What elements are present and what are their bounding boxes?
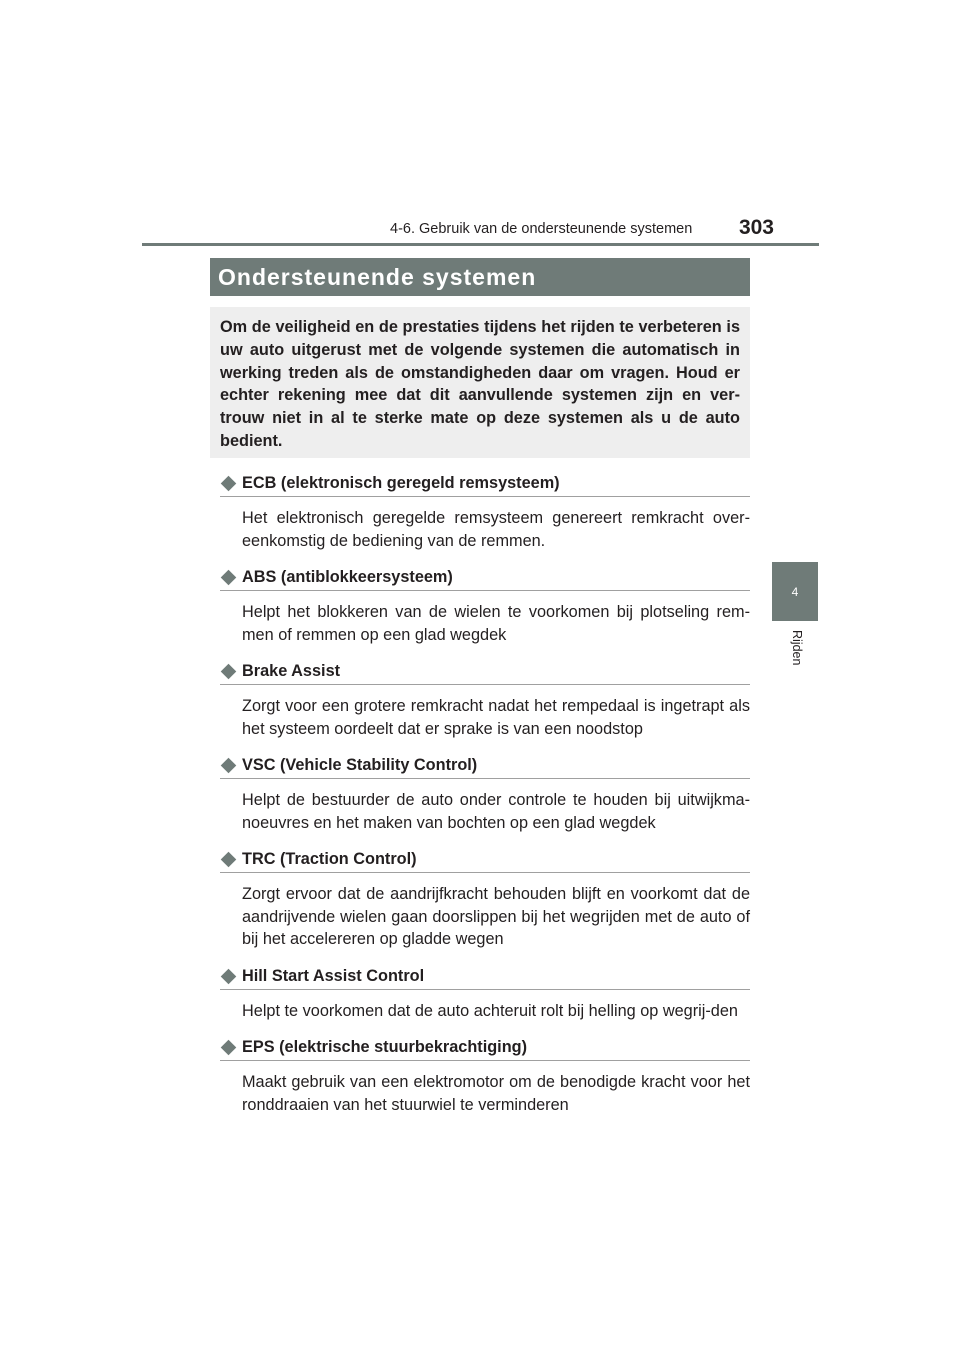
diamond-bullet-icon [221, 968, 237, 984]
diamond-bullet-icon [221, 1040, 237, 1056]
chapter-label: Rijden [790, 630, 804, 666]
feature-item [220, 848, 750, 951]
feature-heading [220, 848, 750, 873]
chapter-tab[interactable] [772, 562, 818, 621]
feature-item [220, 965, 750, 1023]
diamond-bullet-icon [221, 664, 237, 680]
intro-box [210, 307, 750, 458]
chapter-number: 4 [791, 584, 799, 599]
feature-item [220, 660, 750, 740]
feature-description: Helpt te voorkomen dat de auto achteruit rolt bij helling op wegrij-den [242, 1001, 738, 1020]
diamond-bullet-icon [221, 476, 237, 492]
feature-title: EPS (elektrische stuurbekrachtiging) [242, 1038, 528, 1056]
feature-title: ECB (elektronisch geregeld remsysteem) [242, 474, 560, 492]
feature-heading [220, 472, 750, 497]
section-title: Ondersteunende systemen [218, 263, 537, 290]
feature-item [220, 1036, 750, 1116]
feature-description: Zorgt ervoor dat de aandrijfkracht behouden blijft en voorkomt dat de aandrijvende wielen gaan doorslippen bij het wegrijden met de auto of bij het accelereren op gladde wegen [242, 885, 750, 948]
section-title-bar [210, 258, 750, 296]
feature-title: TRC (Traction Control) [242, 850, 417, 868]
feature-title: Hill Start Assist Control [242, 966, 425, 985]
feature-title: ABS (antiblokkeersysteem) [242, 568, 453, 586]
feature-heading [220, 660, 750, 685]
feature-heading [220, 1036, 750, 1061]
feature-item [220, 566, 750, 646]
feature-description: Zorgt voor een grotere remkracht nadat het rempedaal is ingetrapt als het systeem oordeelt dat er sprake is van een noodstop [242, 697, 750, 738]
feature-title: VSC (Vehicle Stability Control) [242, 756, 478, 774]
diamond-bullet-icon [221, 852, 237, 868]
feature-heading [220, 566, 750, 591]
feature-heading [220, 965, 750, 990]
feature-item [220, 472, 750, 552]
diamond-bullet-icon [221, 570, 237, 586]
feature-heading [220, 754, 750, 779]
diamond-bullet-icon [221, 758, 237, 774]
header-divider [142, 243, 819, 246]
feature-description: Helpt het blokkeren van de wielen te voorkomen bij plotseling rem-men of remmen op een glad wegdek [242, 603, 750, 644]
intro-text: Om de veiligheid en de prestaties tijdens het rijden te verbeteren is uw auto uitgerust met de volgende systemen die automatisch in werking treden als de omstandigheden daar om vragen. Houd er echter rekening mee dat dit aanvullende systemen zijn en ver-trouw niet in al te sterke mate op deze systemen als u de auto bedient. [220, 318, 740, 450]
feature-description: Helpt de bestuurder de auto onder controle te houden bij uitwijkma-noeuvres en het maken van bochten op een glad wegdek [242, 791, 750, 832]
feature-item [220, 754, 750, 834]
feature-list [220, 472, 750, 1130]
page-number: 303 [738, 216, 774, 239]
feature-title: Brake Assist [242, 662, 341, 680]
feature-description: Het elektronisch geregelde remsysteem genereert remkracht over-eenkomstig de bediening van de remmen. [242, 509, 750, 550]
feature-description: Maakt gebruik van een elektromotor om de benodigde kracht voor het ronddraaien van het stuurwiel te verminderen [242, 1073, 750, 1114]
running-header: 4-6. Gebruik van de ondersteunende systemen [390, 221, 693, 237]
